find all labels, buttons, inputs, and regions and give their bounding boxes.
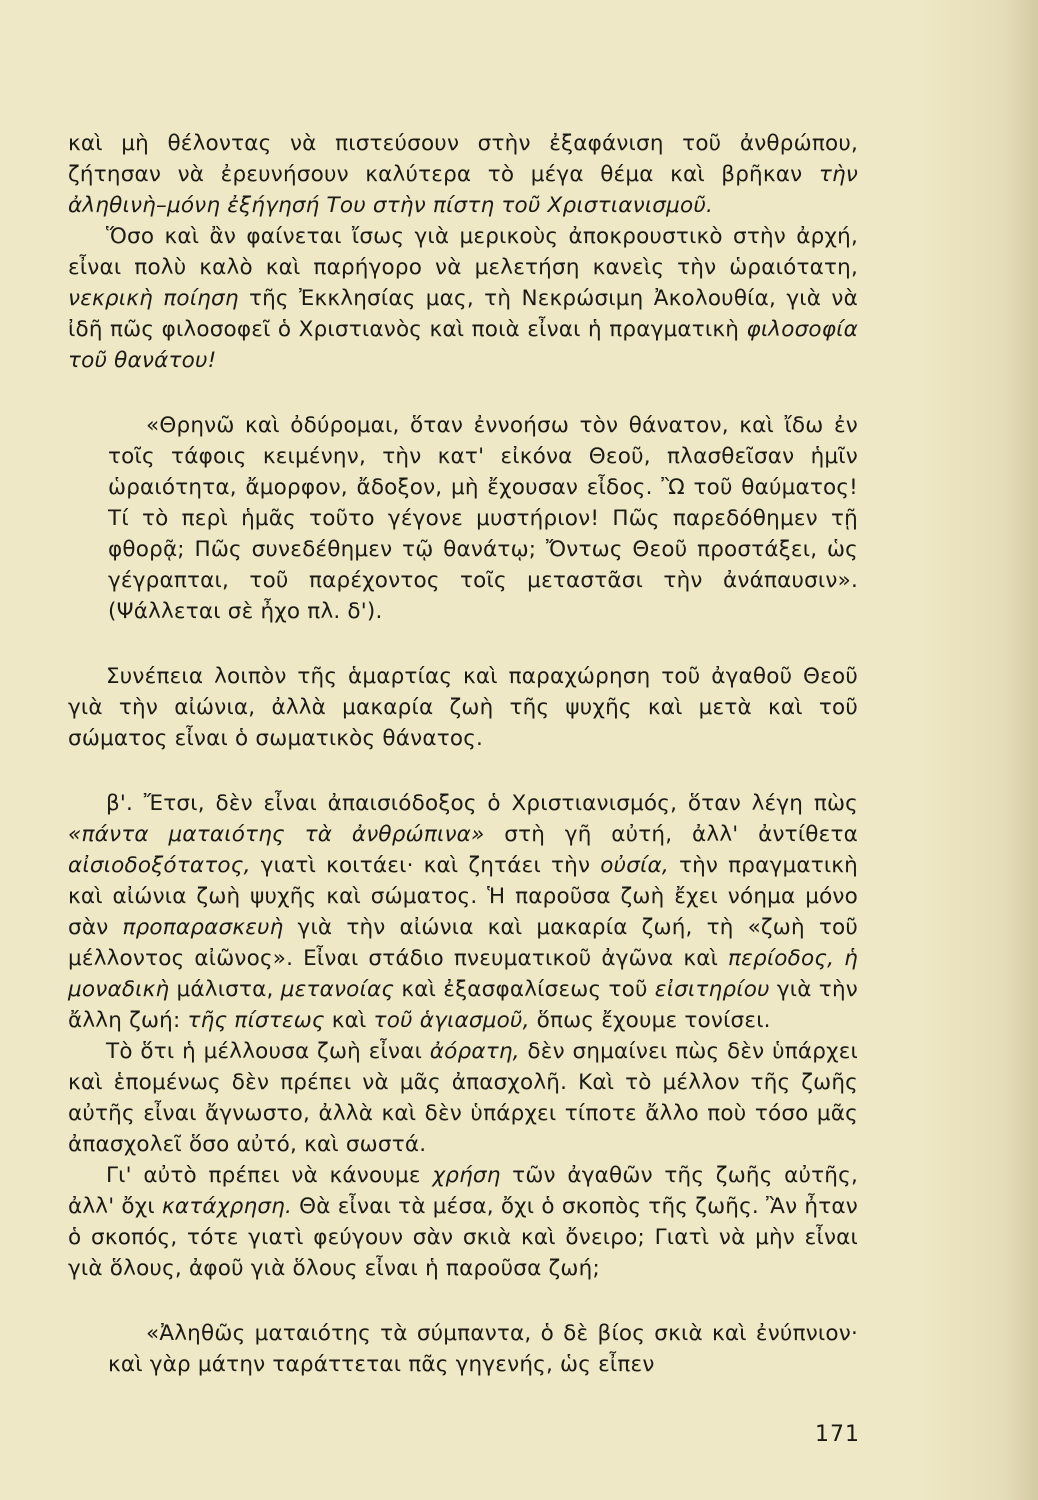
- text-run: Συνέπεια λοιπὸν τῆς ἁμαρτίας καὶ παραχώρηση τοῦ ἀγαθοῦ Θεοῦ γιὰ τὴν αἰώνια, ἀλλὰ μακαρία ζωὴ τῆς ψυχῆς καὶ μετὰ καὶ τοῦ σώματος εἶναι ὁ σωματικὸς θάνατος.: [68, 664, 858, 751]
- text-run: καὶ: [324, 1008, 374, 1033]
- paragraph-1: [68, 128, 858, 221]
- text-run: γιὰ τὴν ἄλλη ζωή:: [68, 977, 858, 1033]
- italic-run: χρήση: [432, 1163, 501, 1188]
- text-run: Τὸ ὅτι ἡ μέλλουσα ζωὴ εἶναι: [106, 1039, 430, 1064]
- page-edge-shadow: [918, 0, 1038, 1500]
- text-run: καὶ ἐξασφαλίσεως τοῦ: [394, 977, 655, 1002]
- page-number: 171: [815, 1422, 860, 1447]
- text-run: «Ἀληθῶς ματαιότης τὰ σύμπαντα, ὁ δὲ βίος σκιὰ καὶ ἐνύπνιον· καὶ γὰρ μάτην ταράττεται πᾶς γηγενής, ὡς εἶπεν: [108, 1321, 858, 1377]
- italic-run: αἰσιοδοξότατος,: [68, 853, 251, 878]
- text-run: Γι' αὐτὸ πρέπει νὰ κάνουμε: [106, 1163, 433, 1188]
- italic-run: εἰσιτηρίου: [654, 977, 770, 1002]
- text-run: β'. Ἔτσι, δὲν εἶναι ἀπαισιόδοξος ὁ Χριστιανισμός, ὅταν λέγη πὼς: [106, 791, 858, 816]
- paragraph-4: [68, 788, 858, 1036]
- italic-run: «πάντα ματαιότης τὰ ἀνθρώπινα»: [68, 822, 485, 847]
- italic-run: κατάχρηση.: [161, 1194, 293, 1219]
- italic-run: οὐσία,: [600, 853, 669, 878]
- text-run: «Θρηνῶ καὶ ὀδύρομαι, ὅταν ἐννοήσω τὸν θάνατον, καὶ ἴδω ἐν τοῖς τάφοις κειμένην, τὴν κατ' εἰκόνα Θεοῦ, πλασθεῖσαν ἡμῖν ὡραιότητα, ἄμορφον, ἄδοξον, μὴ ἔχουσαν εἶδος. Ὢ τοῦ θαύματος! Τί τὸ περὶ ἡμᾶς τοῦτο γέγονε μυστήριον! Πῶς παρεδόθημεν τῇ φθορᾷ; Πῶς συνεδέθημεν τῷ θανάτῳ; Ὄντως Θεοῦ προστάξει, ὡς γέγραπται, τοῦ παρέχοντος τοῖς μεταστᾶσι τὴν ἀνάπαυσιν». (Ψάλλεται σὲ ἦχο πλ. δ').: [108, 413, 858, 624]
- italic-run: περίοδος, ἡ μοναδικὴ: [68, 946, 858, 1002]
- italic-run: φιλοσοφία τοῦ θανάτου!: [68, 317, 858, 373]
- text-run: Ὅσο καὶ ἂν φαίνεται ἴσως γιὰ μερικοὺς ἀποκρουστικὸ στὴν ἀρχή, εἶναι πολὺ καλὸ καὶ παρήγορο νὰ μελετήση κανεὶς τὴν ὡραιότατη,: [68, 224, 858, 280]
- text-run: καὶ μὴ θέλοντας νὰ πιστεύσουν στὴν ἐξαφάνιση τοῦ ἀνθρώπου, ζήτησαν νὰ ἐρευνήσουν καλύτερα τὸ μέγα θέμα καὶ βρῆκαν: [68, 131, 858, 187]
- italic-run: προπαρασκευὴ: [122, 915, 284, 940]
- text-run: γιὰ τὴν αἰώνια καὶ μακαρία ζωή, τὴ «ζωὴ τοῦ μέλλοντος αἰῶνος». Εἶναι στάδιο πνευματικοῦ ἀγῶνα καὶ: [68, 915, 858, 971]
- italic-run: τὴν ἀληθινὴ–μόνη ἐξήγησή Του στὴν πίστη τοῦ Χριστιανισμοῦ.: [68, 162, 858, 218]
- italic-run: τῆς πίστεως: [187, 1008, 325, 1033]
- body-text: [68, 128, 858, 1380]
- italic-run: νεκρικὴ ποίηση: [68, 286, 239, 311]
- paragraph-2: [68, 221, 858, 376]
- paragraph-5: [68, 1036, 858, 1160]
- text-run: τῆς Ἐκκλησίας μας, τὴ Νεκρώσιμη Ἀκολουθία, γιὰ νὰ ἰδῆ πῶς φιλοσοφεῖ ὁ Χριστιανὸς καὶ ποιὰ εἶναι ἡ πραγματικὴ: [68, 286, 858, 342]
- text-run: τῶν ἀγαθῶν τῆς ζωῆς αὐτῆς, ἀλλ' ὄχι: [68, 1163, 858, 1219]
- paragraph-6: [68, 1160, 858, 1284]
- hymn-quote-2: [68, 1318, 858, 1380]
- text-run: στὴ γῆ αὐτή, ἀλλ' ἀντίθετα: [484, 822, 858, 847]
- hymn-quote-1: [68, 410, 858, 627]
- italic-run: τοῦ ἁγιασμοῦ,: [373, 1008, 530, 1033]
- italic-run: μετανοίας: [280, 977, 395, 1002]
- text-run: μάλιστα,: [169, 977, 281, 1002]
- text-run: τὴν πραγματικὴ καὶ αἰώνια ζωὴ ψυχῆς καὶ σώματος. Ἡ παροῦσα ζωὴ ἔχει νόημα μόνο σὰν: [68, 853, 859, 940]
- text-run: Θὰ εἶναι τὰ μέσα, ὄχι ὁ σκοπὸς τῆς ζωῆς. Ἂν ἦταν ὁ σκοπός, τότε γιατὶ φεύγουν σὰν σκιὰ καὶ ὄνειρο; Γιατὶ νὰ μὴν εἶναι γιὰ ὅλους, ἀφοῦ γιὰ ὅλους εἶναι ἡ παροῦσα ζωή;: [68, 1194, 858, 1281]
- text-run: δὲν σημαίνει πὼς δὲν ὑπάρχει καὶ ἑπομένως δὲν πρέπει νὰ μᾶς ἀπασχολῆ. Καὶ τὸ μέλλον τῆς ζωῆς αὐτῆς εἶναι ἄγνωστο, ἀλλὰ καὶ δὲν ὑπάρχει τίποτε ἄλλο ποὺ τόσο μᾶς ἀπασχολεῖ ὅσο αὐτό, καὶ σωστά.: [68, 1039, 858, 1157]
- italic-run: ἀόρατη,: [429, 1039, 520, 1064]
- text-run: γιατὶ κοιτάει· καὶ ζητάει τὴν: [250, 853, 601, 878]
- paragraph-3: [68, 661, 858, 754]
- text-run: ὅπως ἔχουμε τονίσει.: [529, 1008, 771, 1033]
